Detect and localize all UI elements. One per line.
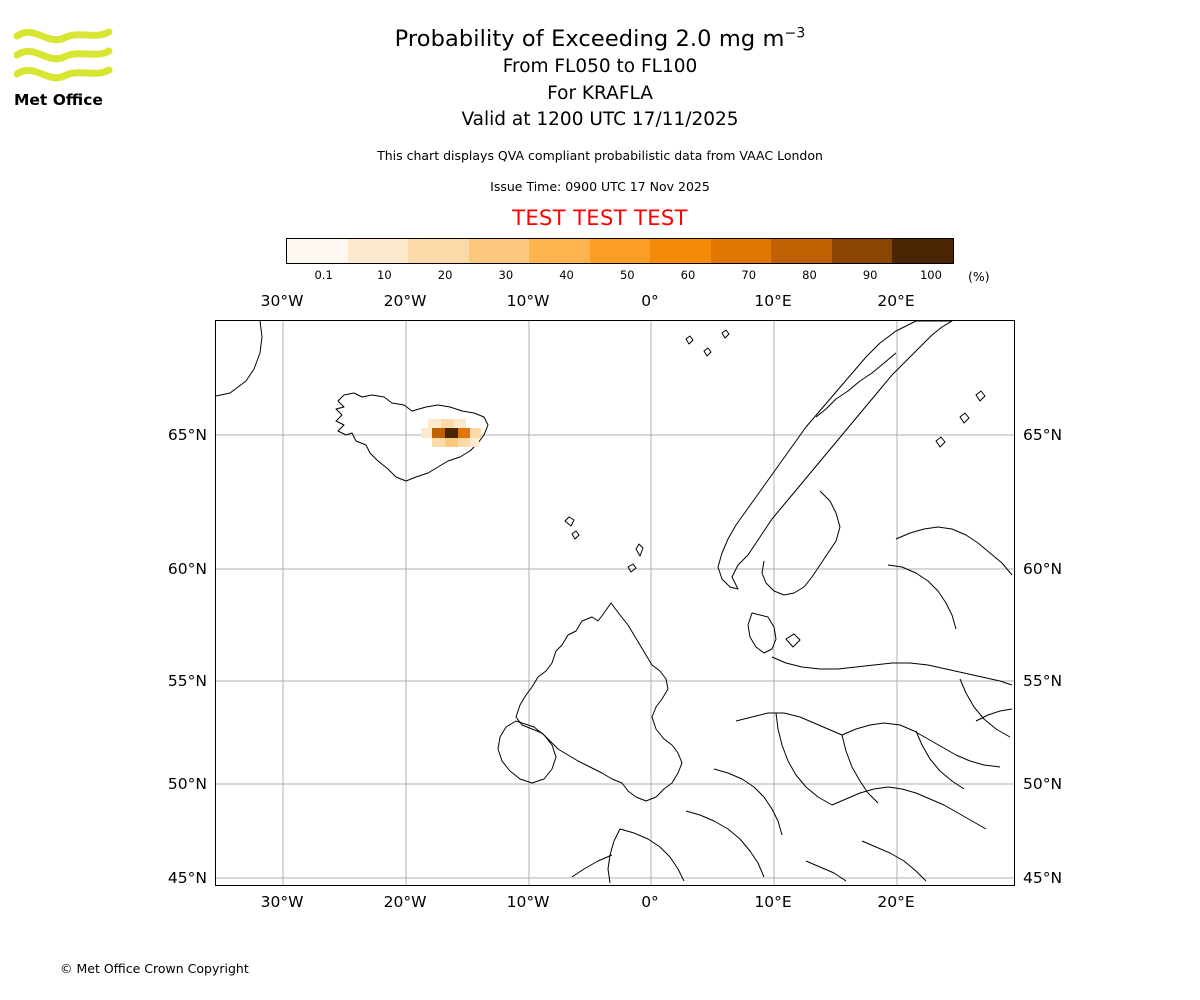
map-coastlines [216, 321, 1012, 883]
page-title-exponent: −3 [784, 25, 806, 42]
colorbar-gradient [286, 238, 954, 264]
colorbar-tick-40: 40 [559, 268, 574, 282]
colorbar-swatch-10 [892, 239, 953, 263]
lat-label-right-55n: 55°N [1023, 672, 1063, 690]
colorbar-swatch-6 [650, 239, 711, 263]
lon-label-bottom-30w: 30°W [260, 893, 304, 911]
disclaimer-text: This chart displays QVA compliant probabilistic data from VAAC London [377, 147, 823, 163]
colorbar-swatch-2 [408, 239, 469, 263]
colorbar-tick-100: 100 [919, 268, 942, 282]
lon-label-top-20w: 20°W [383, 292, 427, 310]
lon-label-top-0: 0° [641, 292, 659, 310]
lat-label-left-65n: 65°N [167, 426, 207, 444]
colorbar-swatch-3 [469, 239, 530, 263]
logo-wordmark: Met Office [14, 91, 103, 109]
lat-label-right-60n: 60°N [1023, 560, 1063, 578]
colorbar-swatch-5 [590, 239, 651, 263]
lat-label-right-50n: 50°N [1023, 775, 1063, 793]
colorbar-ticks [286, 268, 954, 284]
issue-time-text: Issue Time: 0900 UTC 17 Nov 2025 [490, 178, 710, 194]
page-title [0, 24, 1200, 54]
colorbar-tick-50: 50 [619, 268, 635, 282]
map-canvas[interactable] [215, 320, 1015, 886]
colorbar-tick-60: 60 [680, 268, 696, 282]
lon-label-bottom-10w: 10°W [506, 893, 550, 911]
lat-label-left-45n: 45°N [167, 869, 207, 887]
lon-label-bottom-10e: 10°E [754, 893, 792, 911]
lat-label-left-50n: 50°N [167, 775, 207, 793]
chart-header [0, 24, 1200, 231]
lat-label-left-55n: 55°N [167, 672, 207, 690]
colorbar-swatch-4 [529, 239, 590, 263]
valid-time-subtitle: Valid at 1200 UTC 17/11/2025 [461, 109, 739, 130]
test-banner: TEST TEST TEST [512, 205, 688, 230]
colorbar-swatch-7 [711, 239, 772, 263]
colorbar-swatch-0 [287, 239, 348, 263]
colorbar-tick-30: 30 [498, 268, 514, 282]
page-title-text: Probability of Exceeding 2.0 mg m [394, 26, 785, 52]
lat-label-right-45n: 45°N [1023, 869, 1063, 887]
map-graticule [216, 321, 1014, 885]
ash-probability-plume [421, 419, 481, 447]
lon-label-bottom-20w: 20°W [383, 893, 427, 911]
lat-label-left-60n: 60°N [167, 560, 207, 578]
colorbar-tick-0.1: 0.1 [314, 268, 333, 282]
lon-label-top-10w: 10°W [506, 292, 550, 310]
colorbar-tick-10: 10 [377, 268, 392, 282]
colorbar-units-label: (%) [968, 269, 990, 284]
colorbar-tick-80: 80 [802, 268, 817, 282]
colorbar [286, 238, 954, 264]
copyright-notice: © Met Office Crown Copyright [60, 961, 249, 976]
lon-label-top-30w: 30°W [260, 292, 304, 310]
colorbar-tick-70: 70 [741, 268, 757, 282]
colorbar-swatch-1 [348, 239, 409, 263]
colorbar-tick-90: 90 [862, 268, 878, 282]
lon-label-bottom-20e: 20°E [877, 893, 915, 911]
lon-label-top-20e: 20°E [877, 292, 915, 310]
colorbar-swatch-8 [771, 239, 832, 263]
volcano-subtitle: For KRAFLA [547, 82, 653, 104]
colorbar-tick-20: 20 [437, 268, 453, 282]
flight-level-subtitle: From FL050 to FL100 [502, 56, 698, 77]
lon-label-bottom-0: 0° [641, 893, 659, 911]
lon-label-top-10e: 10°E [754, 292, 792, 310]
colorbar-swatch-9 [832, 239, 893, 263]
lat-label-right-65n: 65°N [1023, 426, 1063, 444]
